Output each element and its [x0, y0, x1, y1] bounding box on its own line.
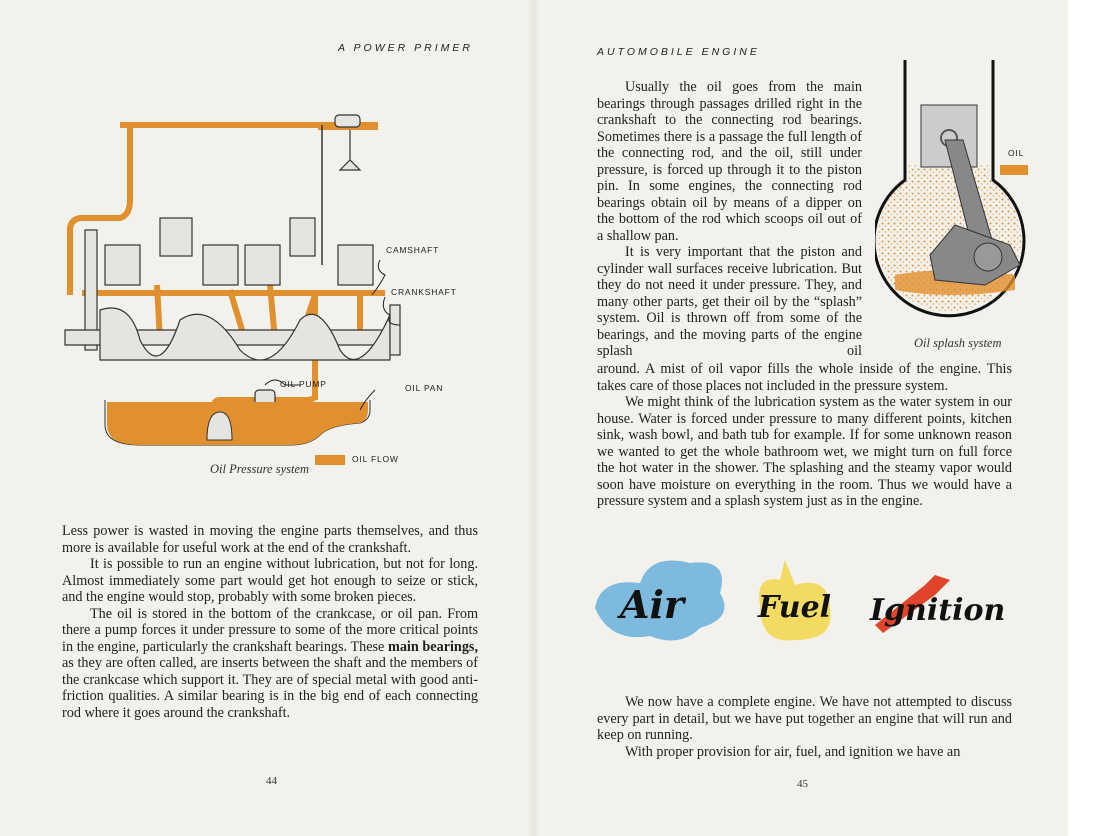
- paragraph: It is possible to run an engine without lubrication, but not for long. Almost immediately some part would get hot enough to seize or stick, and the engine would stop, probably with some broken pieces.: [62, 556, 478, 605]
- paragraph: around. A mist of oil vapor fills the whole inside of the engine. This takes care of those places not included in the pressure system.: [597, 361, 1012, 394]
- running-head-right: AUTOMOBILE ENGINE: [597, 46, 760, 58]
- legend-oil-flow: OIL FLOW: [352, 454, 399, 464]
- ignition-logo-text: Ignition: [870, 593, 1006, 628]
- figure-caption-oil-pressure: Oil Pressure system: [210, 462, 310, 476]
- fuel-logo: [750, 555, 840, 650]
- ignition-logo: [855, 565, 1015, 645]
- paragraph: Less power is wasted in moving the engine parts themselves, and thus more is available for useful work at the end of the crankshaft.: [62, 523, 478, 556]
- figure-caption-oil-splash: Oil splash system: [914, 336, 1002, 350]
- text: as they are often called, are inserts between the shaft and the members of the crankcase which support it. They are of special metal with good anti-friction qualities. A similar bearing is in the big end of each connecting rod where it goes around the crankshaft.: [62, 655, 478, 721]
- text: The oil is stored in the bottom of the crankcase, or oil pan. From there a pump forces it under pressure to some of the more critical points in the engine, particularly the crankshaft bearings. These: [62, 605, 478, 655]
- left-body-text: [62, 523, 478, 721]
- fuel-logo-text: Fuel: [758, 590, 832, 625]
- bold-term: main bearings,: [388, 638, 478, 655]
- gutter: [528, 0, 540, 836]
- label-oil-pump: OIL PUMP: [280, 379, 327, 389]
- label-oil: OIL: [1008, 148, 1025, 158]
- air-logo-text: Air: [620, 582, 684, 627]
- right-body-narrow: [597, 79, 862, 360]
- oil-splash-diagram: [875, 60, 1035, 335]
- air-logo: [590, 548, 735, 648]
- label-crankshaft: CRANKSHAFT: [391, 287, 457, 297]
- paragraph: With proper provision for air, fuel, and ignition we have an: [625, 743, 961, 760]
- paragraph: It is very important that the piston and cylinder wall surfaces receive lubrication. But they do not need it under pressure. They, and many other parts, get their oil by the “splash” system. Oil is thrown off from some of the bearings, and the moving parts of the engine splash oil: [597, 244, 862, 359]
- paragraph: [62, 606, 478, 722]
- label-oil-pan: OIL PAN: [405, 383, 444, 393]
- page-number-left: 44: [266, 775, 277, 787]
- running-head-left: A POWER PRIMER: [338, 42, 473, 54]
- paragraph: We now have a complete engine. We have not attempted to discuss every part in detail, but we have put together an engine that will run and keep on running.: [597, 694, 1012, 743]
- label-camshaft: CAMSHAFT: [386, 245, 440, 255]
- right-body-bottom: [597, 694, 1012, 760]
- page-number-right: 45: [797, 778, 808, 790]
- paragraph: We might think of the lubrication system as the water system in our house. Water is forced under pressure to many different points, kitchen sink, wash bowl, and bath tub for example. If for some unknown reason we wanted to get the whole bathroom wet, we might turn on full force the hot water in the shower. The splashing and the steamy vapor would soon have moisture on everything in the room. Thus we would have a pressure system and a splash system just as in the engine.: [597, 394, 1012, 509]
- oil-pressure-diagram: [60, 100, 480, 470]
- paragraph: Usually the oil goes from the main bearings through passages drilled right in the crankshaft to the connecting rod bearings. Sometimes there is a passage the full length of the connecting rod, and the oil, still under pressure, is forced up through it to the piston pin. In some engines, the connecting rod bearings obtain oil by means of a dipper on the bottom of the rod which scoops oil out of a shallow pan.: [597, 79, 862, 244]
- right-body-wide: [597, 361, 1012, 510]
